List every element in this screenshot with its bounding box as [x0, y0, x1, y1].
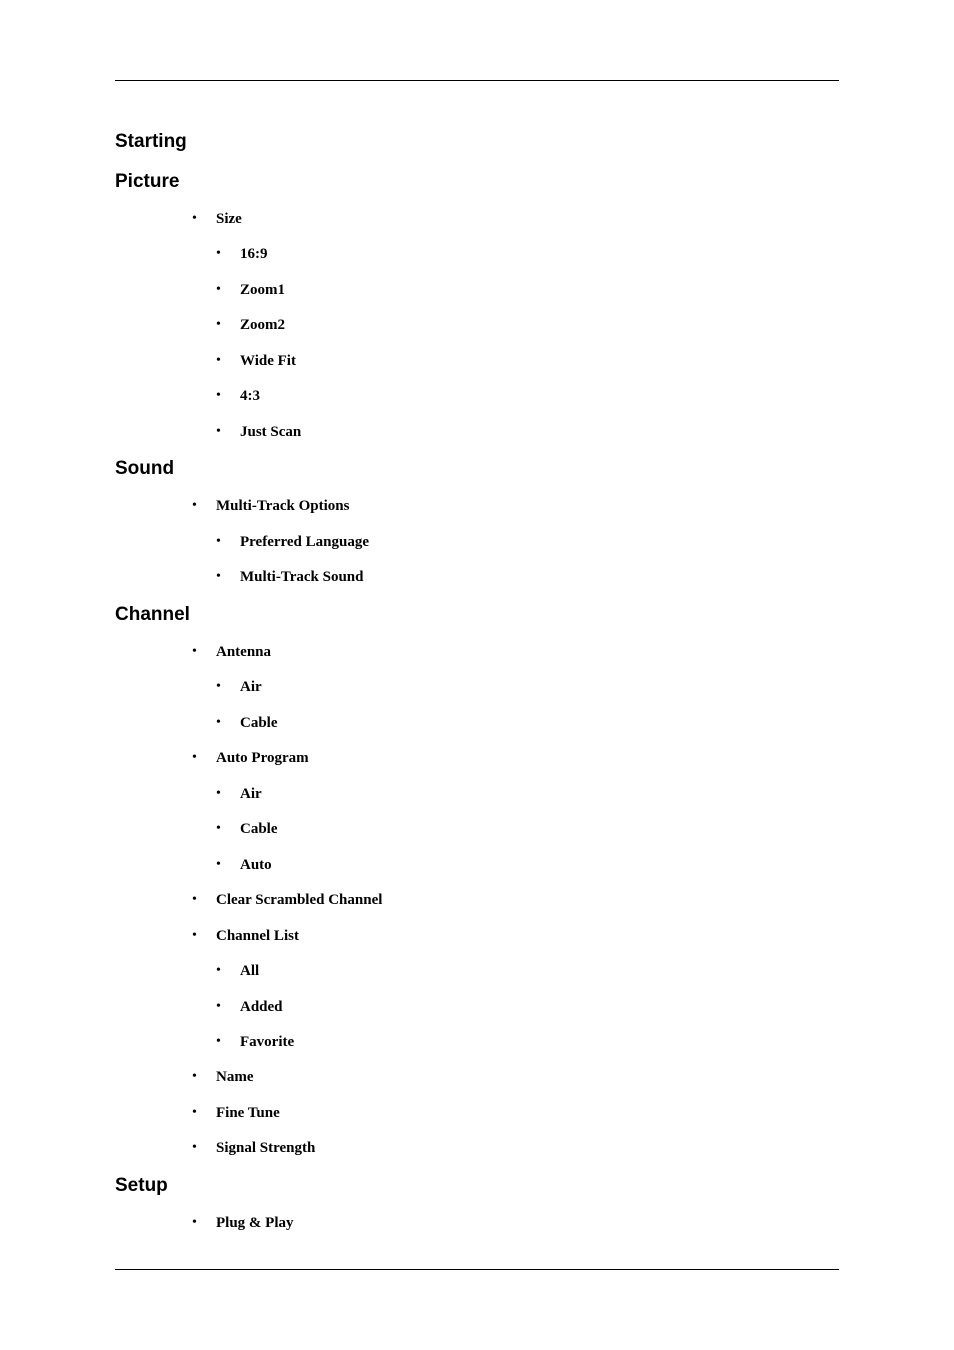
header-rule: [115, 80, 839, 81]
bullet-icon: •: [216, 857, 221, 872]
section-heading-channel: Channel: [115, 604, 190, 625]
list-item-label: 4:3: [240, 388, 260, 404]
footer-rule: [115, 1269, 839, 1270]
list-item-label: 16:9: [240, 246, 268, 262]
list-item-label: Air: [240, 786, 262, 802]
list-item-label: Clear Scrambled Channel: [216, 892, 383, 908]
list-item-label: Zoom1: [240, 282, 285, 298]
list-item-label: Signal Strength: [216, 1140, 316, 1156]
bullet-icon: •: [216, 1034, 221, 1049]
bullet-icon: •: [216, 246, 221, 261]
list-item-label: Size: [216, 211, 242, 227]
bullet-icon: •: [192, 1215, 197, 1230]
list-item-label: Plug & Play: [216, 1215, 294, 1231]
list-item-label: Added: [240, 999, 283, 1015]
list-item-label: Cable: [240, 821, 278, 837]
bullet-icon: •: [216, 963, 221, 978]
bullet-icon: •: [216, 999, 221, 1014]
list-item-label: Cable: [240, 715, 278, 731]
bullet-icon: •: [216, 569, 221, 584]
list-item-label: Multi-Track Sound: [240, 569, 364, 585]
list-item-label: All: [240, 963, 260, 979]
list-item-label: Wide Fit: [240, 353, 296, 369]
bullet-icon: •: [192, 1140, 197, 1155]
bullet-icon: •: [216, 282, 221, 297]
section-heading-picture: Picture: [115, 171, 180, 192]
list-item-label: Air: [240, 679, 262, 695]
list-item-label: Favorite: [240, 1034, 295, 1050]
bullet-icon: •: [216, 388, 221, 403]
section-heading-sound: Sound: [115, 458, 175, 479]
section-heading-setup: Setup: [115, 1175, 168, 1196]
bullet-icon: •: [216, 317, 221, 332]
bullet-icon: •: [192, 750, 197, 765]
bullet-icon: •: [216, 715, 221, 730]
list-item-label: Channel List: [216, 928, 299, 944]
bullet-icon: •: [192, 892, 197, 907]
list-item-label: Preferred Language: [240, 534, 370, 550]
bullet-icon: •: [192, 211, 197, 226]
bullet-icon: •: [192, 928, 197, 943]
bullet-icon: •: [192, 1069, 197, 1084]
bullet-icon: •: [216, 424, 221, 439]
bullet-icon: •: [216, 534, 221, 549]
bullet-icon: •: [216, 786, 221, 801]
bullet-icon: •: [192, 1105, 197, 1120]
list-item-label: Zoom2: [240, 317, 285, 333]
section-heading-starting: Starting: [115, 131, 187, 152]
list-item-label: Antenna: [216, 644, 272, 660]
bullet-icon: •: [216, 679, 221, 694]
bullet-icon: •: [192, 644, 197, 659]
list-item-label: Auto: [240, 857, 272, 873]
bullet-icon: •: [216, 821, 221, 836]
bullet-icon: •: [216, 353, 221, 368]
list-item-label: Just Scan: [240, 424, 302, 440]
list-item-label: Fine Tune: [216, 1105, 280, 1121]
bullet-icon: •: [192, 498, 197, 513]
list-item-label: Multi-Track Options: [216, 498, 350, 514]
list-item-label: Name: [216, 1069, 254, 1085]
list-item-label: Auto Program: [216, 750, 309, 766]
